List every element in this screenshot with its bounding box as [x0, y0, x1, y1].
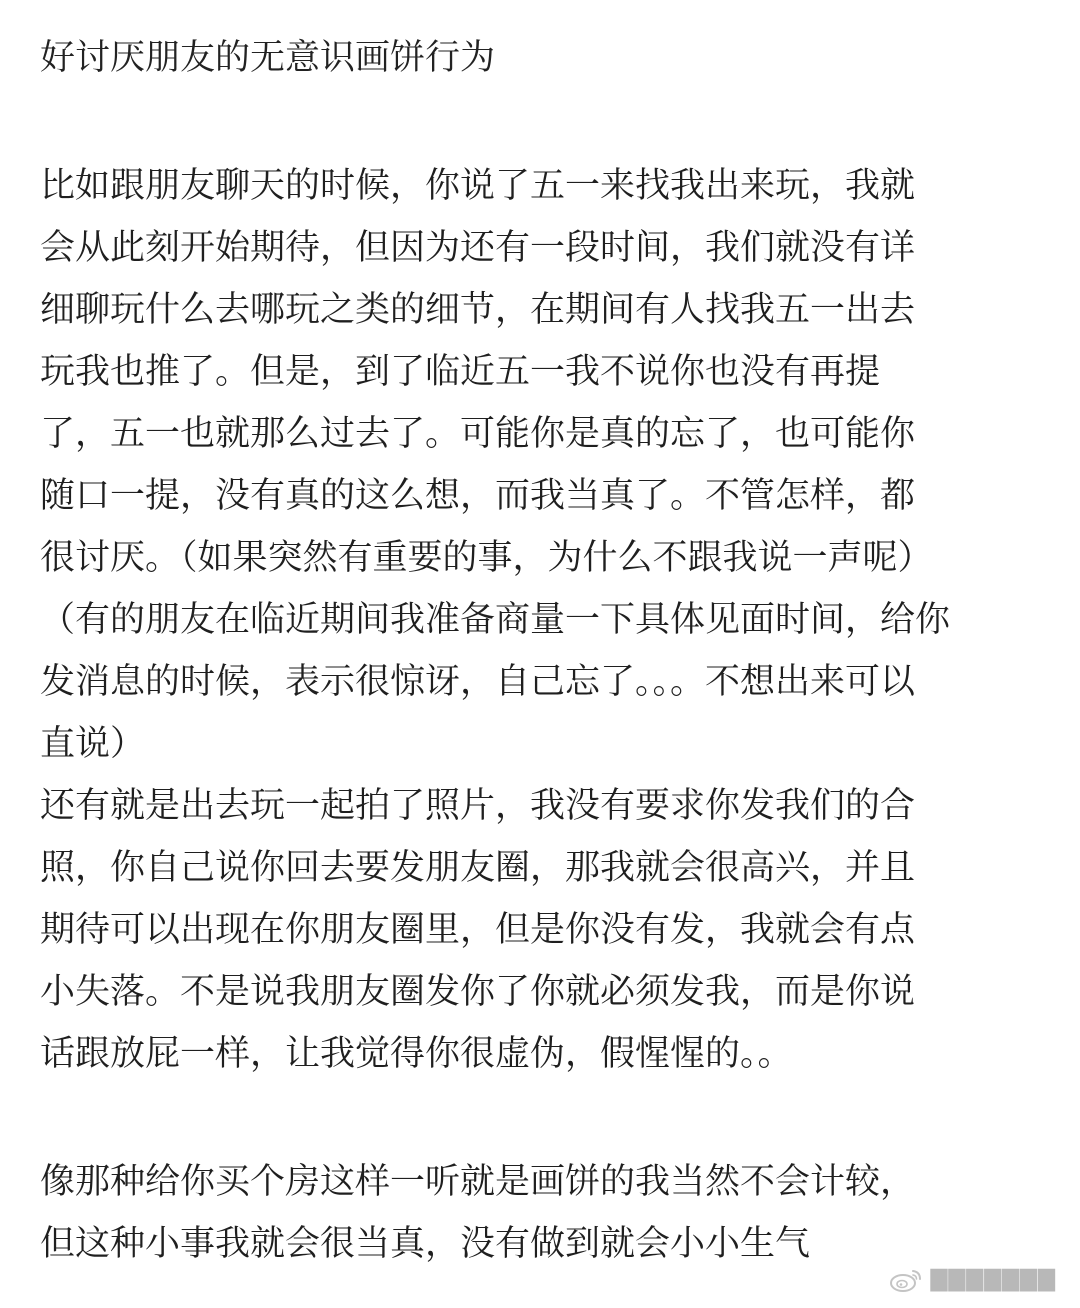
post-line: 细聊玩什么去哪玩之类的细节，在期间有人找我五一出去	[40, 290, 916, 330]
post-line: 很讨厌。（如果突然有重要的事，为什么不跟我说一声呢）	[40, 538, 933, 578]
post-title: 好讨厌朋友的无意识画饼行为	[40, 38, 496, 78]
post-line: 玩我也推了。但是，到了临近五一我不说你也没有再提	[40, 352, 881, 392]
post-line: 小失落。不是说我朋友圈发你了你就必须发我，而是你说	[40, 972, 916, 1012]
post-line: （有的朋友在临近期间我准备商量一下具体见面时间，给你	[40, 600, 951, 640]
watermark-username: ▇▇▇▇▇▇▇	[930, 1267, 1056, 1292]
post-line: 会从此刻开始期待，但因为还有一段时间，我们就没有详	[40, 228, 916, 268]
post-line: 发消息的时候，表示很惊讶，自己忘了。。。不想出来可以	[40, 662, 916, 702]
post-line: 比如跟朋友聊天的时候，你说了五一来找我出来玩，我就	[40, 166, 916, 206]
post-line: 期待可以出现在你朋友圈里，但是你没有发，我就会有点	[40, 910, 916, 950]
post-line: 照，你自己说你回去要发朋友圈，那我就会很高兴，并且	[40, 848, 916, 888]
post-line: 但这种小事我就会很当真，没有做到就会小小生气	[40, 1224, 811, 1264]
post-line: 还有就是出去玩一起拍了照片，我没有要求你发我们的合	[40, 786, 916, 826]
post-line: 随口一提，没有真的这么想，而我当真了。不管怎样，都	[40, 476, 916, 516]
post-line: 像那种给你买个房这样一听就是画饼的我当然不会计较，	[40, 1162, 916, 1202]
watermark	[879, 1262, 1066, 1298]
post-line: 了，五一也就那么过去了。可能你是真的忘了，也可能你	[40, 414, 916, 454]
post-line: 话跟放屁一样，让我觉得你很虚伪，假惺惺的。。	[40, 1034, 793, 1074]
post-line: 直说）	[40, 724, 146, 764]
weibo-logo-icon	[889, 1267, 923, 1293]
